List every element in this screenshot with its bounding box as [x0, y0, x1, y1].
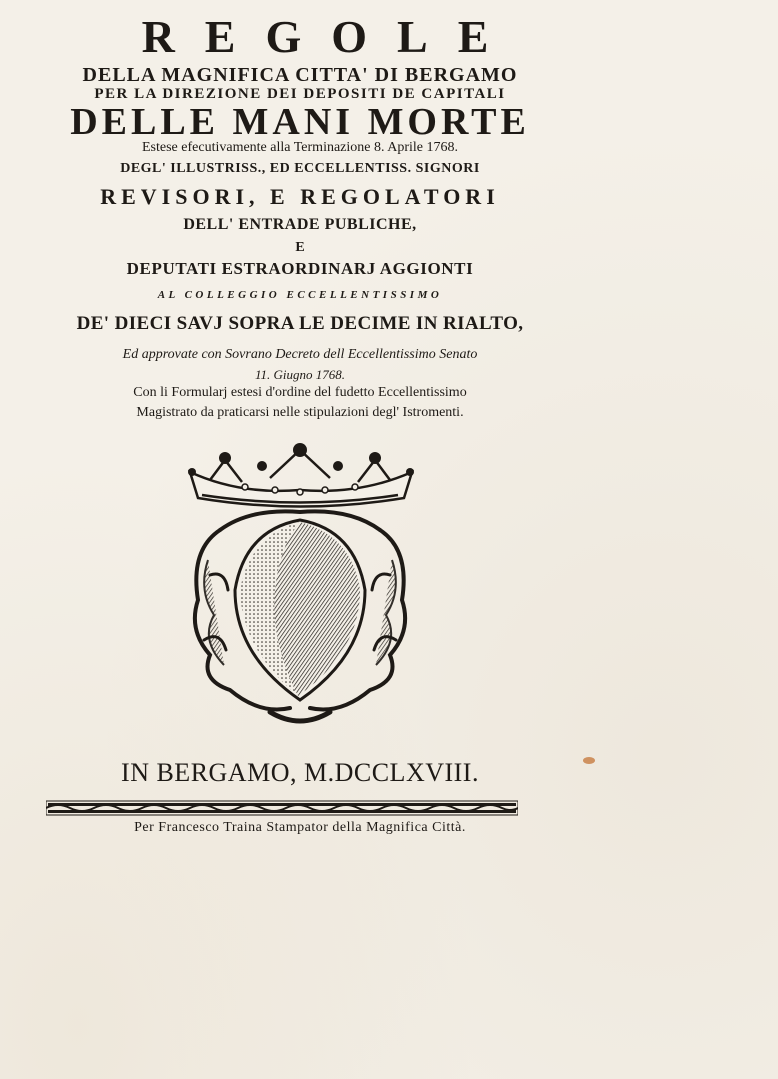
subtitle-mani-morte: DELLE MANI MORTE	[70, 101, 530, 143]
text-entrade: DELL' ENTRADE PUBLICHE,	[183, 216, 417, 233]
text-magistrato: Magistrato da praticarsi nelle stipulazioni degl' Istromenti.	[136, 405, 464, 420]
text-deputati: DEPUTATI ESTRAORDINARJ AGGIONTI	[126, 259, 474, 278]
coat-of-arms-icon	[180, 440, 420, 730]
main-title: REGOLE	[141, 11, 519, 62]
ornamental-rule-icon	[46, 800, 518, 816]
text-decreto: Ed approvate con Sovrano Decreto dell Eccellentissimo Senato	[122, 347, 478, 362]
text-decreto-date: 11. Giugno 1768.	[254, 367, 346, 382]
text-conjunction: E	[295, 240, 305, 255]
text-colleggio: AL COLLEGGIO ECCELLENTISSIMO	[157, 289, 443, 301]
text-formularj: Con li Formularj estesi d'ordine del fudetto Eccellentissimo	[133, 385, 467, 400]
imprint-printer: Per Francesco Traina Stampator della Magnifica Città.	[134, 820, 466, 835]
shield-icon	[235, 520, 365, 700]
text-termination: Estese efecutivamente alla Terminazione 8. Aprile 1768.	[142, 140, 458, 155]
text-revisori: REVISORI, E REGOLATORI	[100, 184, 500, 209]
imprint-place: IN BERGAMO, M.DCCLXVIII.	[121, 758, 479, 787]
paper-stain	[583, 757, 595, 764]
text-signori: DEGL' ILLUSTRISS., ED ECCELLENTISS. SIGNORI	[120, 161, 480, 176]
subtitle-city: DELLA MAGNIFICA CITTA' DI BERGAMO	[82, 64, 518, 86]
text-dieci-savj: DE' DIECI SAVJ SOPRA LE DECIME IN RIALTO,	[76, 313, 524, 334]
subtitle-purpose: PER LA DIREZIONE DEI DEPOSITI DE CAPITALI	[94, 86, 506, 102]
